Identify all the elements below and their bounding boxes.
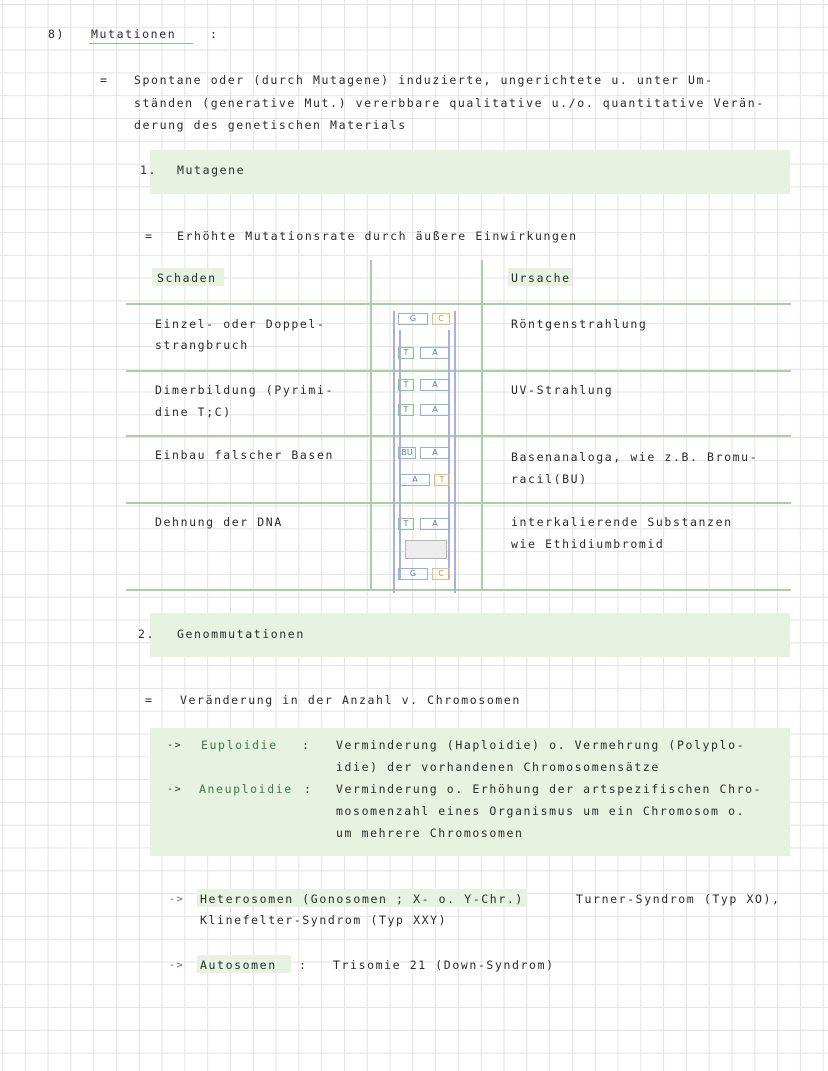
- base-t-mispaired: T: [434, 474, 450, 486]
- genommutationen-number: 2.: [138, 627, 156, 641]
- table-divider-left: [370, 260, 372, 590]
- base-g-top: G: [398, 313, 428, 325]
- mutagene-description: Erhöhte Mutationsrate durch äußere Einwirkungen: [177, 229, 578, 243]
- table-row-1-schaden-line-1: Einzel- oder Doppel-: [155, 317, 326, 331]
- base-a: A: [420, 347, 450, 359]
- base-a-mispaired: A: [400, 474, 430, 486]
- autosomen-term: Autosomen: [200, 958, 277, 972]
- autosomen-example: Trisomie 21 (Down-Syndrom): [333, 958, 555, 972]
- base-c-top: C: [432, 313, 450, 325]
- table-row-4-schaden: Dehnung der DNA: [155, 515, 283, 529]
- heterosomen-example-2: Klinefelter-Syndrom (Typ XXY): [200, 913, 448, 927]
- base-t: T: [398, 518, 414, 530]
- section-number: 8): [48, 27, 66, 41]
- table-line: [126, 502, 791, 504]
- euploidie-colon: :: [302, 738, 311, 752]
- table-header-schaden: Schaden: [157, 271, 217, 285]
- genommutationen-bullet: =: [145, 693, 154, 707]
- table-line: [126, 370, 791, 372]
- euploidie-arrow: ->: [167, 740, 183, 751]
- aneuploidie-text-line-3: um mehrere Chromosomen: [336, 826, 524, 840]
- definition-line-1: Spontane oder (durch Mutagene) induzierte, ungerichtete u. unter Um-: [134, 73, 714, 87]
- base-t-dimer-1: T: [398, 379, 414, 391]
- genommutationen-title: Genommutationen: [177, 627, 305, 641]
- title-colon: :: [210, 27, 219, 41]
- table-row-2-schaden-line-1: Dimerbildung (Pyrimi-: [155, 383, 334, 397]
- section-title: Mutationen: [91, 27, 177, 41]
- base-a: A: [420, 379, 450, 391]
- base-g-bottom: G: [398, 568, 428, 580]
- mutagene-title: Mutagene: [177, 163, 246, 177]
- table-line: [126, 589, 791, 591]
- aneuploidie-text-line-2: mosomenzahl eines Organismus um ein Chromosom o.: [336, 804, 746, 818]
- table-line: [126, 435, 791, 437]
- aneuploidie-text-line-1: Verminderung o. Erhöhung der artspezifischen Chro-: [336, 782, 763, 796]
- base-a: A: [420, 518, 450, 530]
- genommutationen-description: Veränderung in der Anzahl v. Chromosomen: [180, 693, 521, 707]
- table-line: [126, 303, 791, 305]
- table-row-2-schaden-line-2: dine T;C): [155, 405, 232, 419]
- euploidie-text-line-2: idie) der vorhandenen Chromosomensätze: [336, 760, 660, 774]
- aneuploidie-term: Aneuploidie: [199, 782, 293, 796]
- mutagene-heading-highlight: [150, 150, 790, 194]
- base-bu: BU: [398, 447, 416, 459]
- base-c-bottom: C: [432, 568, 450, 580]
- base-a: A: [420, 404, 450, 416]
- table-row-3-schaden: Einbau falscher Basen: [155, 448, 334, 462]
- table-row-2-ursache: UV-Strahlung: [511, 383, 614, 397]
- base-t: T: [398, 347, 414, 359]
- definition-line-2: ständen (generative Mut.) vererbbare qualitative u./o. quantitative Verän-: [134, 96, 765, 110]
- table-row-4-ursache-line-2: wie Ethidiumbromid: [511, 537, 665, 551]
- mutagene-bullet: =: [145, 229, 154, 243]
- intercalator-box: [405, 540, 447, 559]
- table-row-3-ursache-line-2: racil(BU): [511, 472, 588, 486]
- table-divider-right: [481, 260, 483, 590]
- title-underline: [89, 43, 193, 44]
- autosomen-colon: :: [299, 958, 308, 972]
- table-row-1-schaden-line-2: strangbruch: [155, 338, 249, 352]
- heterosomen-example-1: Turner-Syndrom (Typ XO),: [576, 892, 781, 906]
- euploidie-term: Euploidie: [201, 738, 278, 752]
- base-a: A: [420, 447, 450, 459]
- heterosomen-arrow: ->: [169, 894, 185, 905]
- autosomen-arrow: ->: [169, 960, 185, 971]
- euploidie-text-line-1: Verminderung (Haploidie) o. Vermehrung (Polyplo-: [336, 738, 746, 752]
- mutagene-number: 1.: [140, 163, 158, 177]
- definition-bullet: =: [100, 73, 109, 87]
- table-row-1-ursache: Röntgenstrahlung: [511, 317, 648, 331]
- definition-line-3: derung des genetischen Materials: [134, 118, 407, 132]
- dna-strand-left: [393, 311, 395, 593]
- aneuploidie-arrow: ->: [167, 784, 183, 795]
- table-row-4-ursache-line-1: interkalierende Substanzen: [511, 515, 733, 529]
- heterosomen-term: Heterosomen (Gonosomen ; X- o. Y-Chr.): [200, 892, 524, 906]
- base-t-dimer-2: T: [398, 404, 414, 416]
- table-row-3-ursache-line-1: Basenanaloga, wie z.B. Bromu-: [511, 450, 759, 464]
- aneuploidie-colon: :: [304, 782, 313, 796]
- table-header-ursache: Ursache: [511, 271, 571, 285]
- dna-strand-right: [454, 311, 456, 593]
